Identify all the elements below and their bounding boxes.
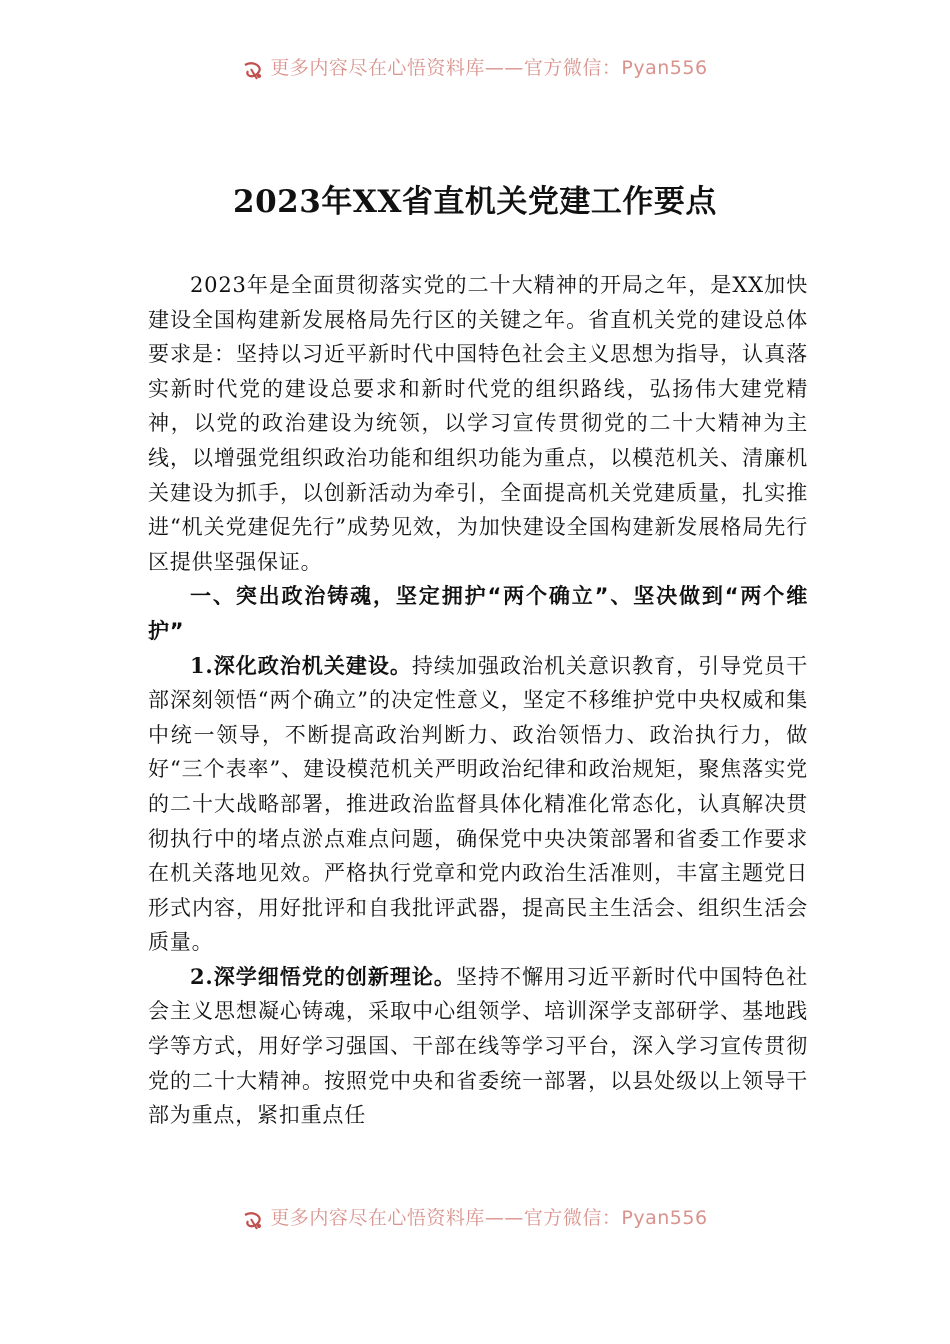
item-paragraph-2 [148, 960, 808, 1133]
watermark-header [0, 56, 950, 86]
item-lead: 深学细悟党的创新理论。 [213, 964, 456, 989]
item-body: 持续加强政治机关意识教育，引导党员干部深刻领悟“两个确立”的决定性意义，坚定不移维护党中央权威和集中统一领导，不断提高政治判断力、政治领悟力、政治执行力，做好“三个表率”、建设模范机关严明政治纪律和政治规矩，聚焦落实党的二十大战略部署，推进政治监督具体化精准化常态化，认真解决贯彻执行中的堵点淤点难点问题，确保党中央决策部署和省委工作要求在机关落地见效。严格执行党章和党内政治生活准则，丰富主题党日形式内容，用好批评和自我批评武器，提高民主生活会、组织生活会质量。 [148, 653, 808, 955]
document-body [148, 268, 808, 1133]
seal-logo-icon [242, 1211, 264, 1231]
watermark-text: 更多内容尽在心悟资料库——官方微信：Pyan556 [270, 1206, 708, 1229]
intro-paragraph: 2023年是全面贯彻落实党的二十大精神的开局之年，是XX加快建设全国构建新发展格局先行区的关键之年。省直机关党的建设总体要求是：坚持以习近平新时代中国特色社会主义思想为指导，认真落实新时代党的建设总要求和新时代党的组织路线，弘扬伟大建党精神，以党的政治建设为统领，以学习宣传贯彻党的二十大精神为主线，以增强党组织政治功能和组织功能为重点，以模范机关、清廉机关建设为抓手，以创新活动为牵引，全面提高机关党建质量，扎实推进“机关党建促先行”成势见效，为加快建设全国构建新发展格局先行区提供坚强保证。 [148, 273, 808, 574]
watermark-text: 更多内容尽在心悟资料库——官方微信：Pyan556 [270, 56, 708, 79]
document-title: 2023年XX省直机关党建工作要点 [233, 184, 717, 220]
watermark-footer [0, 1206, 950, 1236]
item-lead: 深化政治机关建设。 [213, 653, 412, 678]
item-number: 1. [190, 652, 214, 678]
seal-logo-icon [242, 61, 264, 81]
item-number: 2. [190, 963, 214, 989]
item-paragraph-1 [148, 649, 808, 960]
item-body: 坚持不懈用习近平新时代中国特色社会主义思想凝心铸魂，采取中心组领学、培训深学支部研学、基地践学等方式，用好学习强国、干部在线等学习平台，深入学习宣传贯彻党的二十大精神。按照党中央和省委统一部署，以县处级以上领导干部为重点，紧扣重点任 [148, 964, 808, 1128]
section-heading-1: 一、突出政治铸魂，坚定拥护“两个确立”、坚决做到“两个维护” [148, 584, 808, 643]
